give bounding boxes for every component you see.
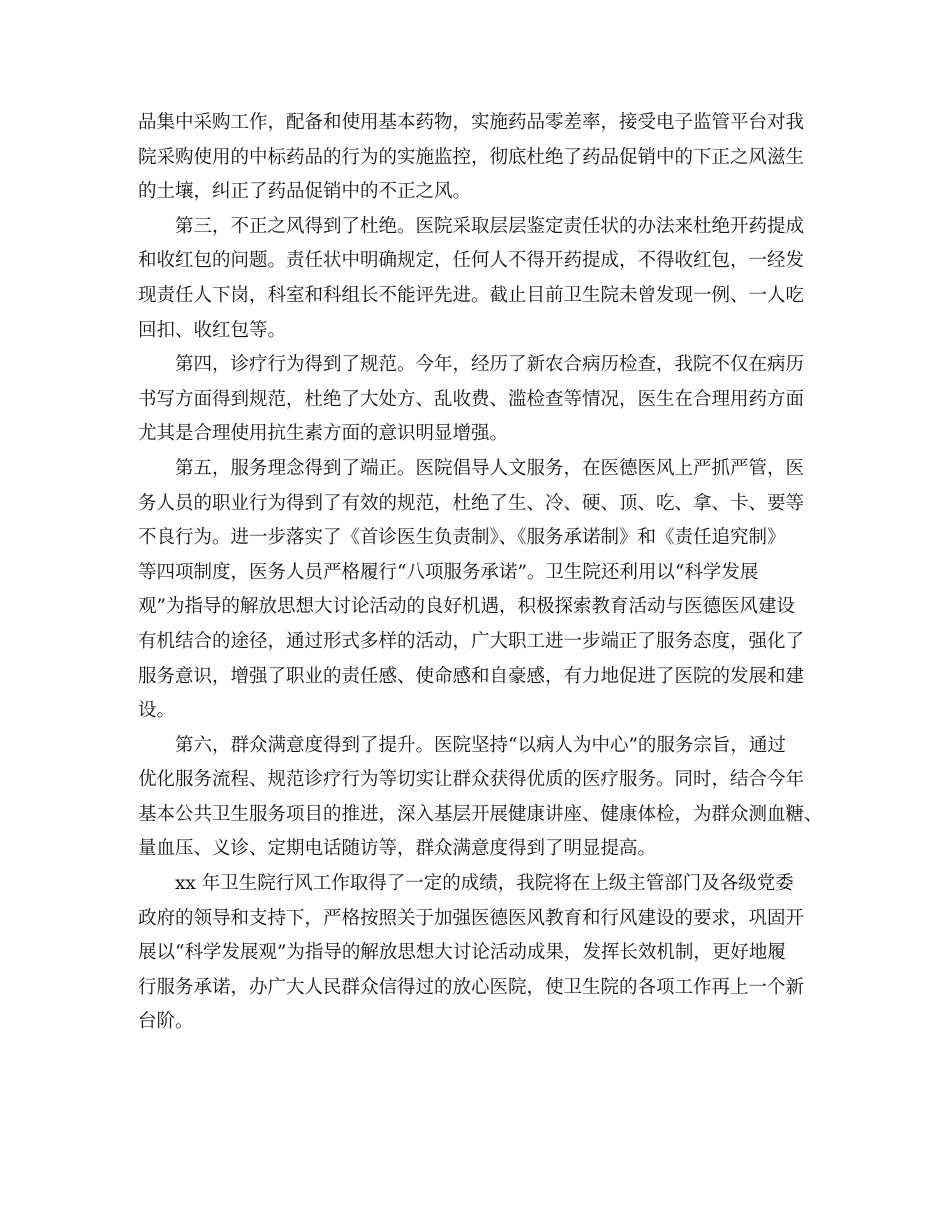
text-line: 不良行为。进一步落实了《首诊医生负责制》、《服务承诺制》和《责任追究制》 xyxy=(138,527,786,549)
text-line: 有机结合的途径，通过形式多样的活动，广大职工进一步端正了服务态度，强化了 xyxy=(138,630,805,652)
text-line: 政府的领导和支持下，严格按照关于加强医德医风教育和行风建设的要求，巩固开 xyxy=(138,907,805,929)
text-line: 观”为指导的解放思想大讨论活动的良好机遇，积极探索教育活动与医德医风建设 xyxy=(138,596,795,618)
text-line: 书写方面得到规范，杜绝了大处方、乱收费、滥检查等情况，医生在合理用药方面 xyxy=(138,388,805,410)
text-line: 务人员的职业行为得到了有效的规范，杜绝了生、冷、硬、顶、吃、拿、卡、要等 xyxy=(138,492,805,514)
text-line: 现责任人下岗，科室和科组长不能评先进。截止目前卫生院未曾发现一例、一人吃 xyxy=(138,284,805,306)
text-line: 第四，诊疗行为得到了规范。今年，经历了新农合病历检查，我院不仅在病历 xyxy=(138,354,805,376)
text-line: 等四项制度，医务人员严格履行“八项服务承诺”。卫生院还利用以“科学发展 xyxy=(138,561,759,583)
text-line: 院采购使用的中标药品的行为的实施监控，彻底杜绝了药品促销中的下正之风滋生 xyxy=(138,146,805,168)
document-body xyxy=(138,112,828,1046)
text-line: 第三，不正之风得到了杜绝。医院采取层层鉴定责任状的办法来杜绝开药提成 xyxy=(138,215,805,237)
text-line: 和收红包的问题。责任状中明确规定，任何人不得开药提成，不得收红包，一经发 xyxy=(138,250,805,272)
text-line: 基本公共卫生服务项目的推进，深入基层开展健康讲座、健康体检，为群众测血糖、 xyxy=(138,803,823,825)
text-line: 尤其是合理使用抗生素方面的意识明显增强。 xyxy=(138,423,509,445)
text-line: 优化服务流程、规范诊疗行为等切实让群众获得优质的医疗服务。同时，结合今年 xyxy=(138,769,805,791)
text-line: 第五，服务理念得到了端正。医院倡导人文服务，在医德医风上严抓严管，医 xyxy=(138,457,805,479)
text-line: 行服务承诺，办广大人民群众信得过的放心医院，使卫生院的各项工作再上一个新 xyxy=(138,976,805,998)
text-line: 台阶。 xyxy=(138,1011,194,1033)
text-line: 设。 xyxy=(138,700,176,722)
text-line: 回扣、收红包等。 xyxy=(138,319,287,341)
text-line: 量血压、义诊、定期电话随访等，群众满意度得到了明显提高。 xyxy=(138,838,657,860)
text-line: 的土壤，纠正了药品促销中的不正之风。 xyxy=(138,181,472,203)
text-line: 展以“科学发展观”为指导的解放思想大讨论活动成果，发挥长效机制，更好地履 xyxy=(138,942,786,964)
text-line: 服务意识，增强了职业的责任感、使命感和自豪感，有力地促进了医院的发展和建 xyxy=(138,665,805,687)
text-line: 第六，群众满意度得到了提升。医院坚持“以病人为中心”的服务宗旨，通过 xyxy=(138,734,786,756)
text-line: 品集中采购工作，配备和使用基本药物，实施药品零差率，接受电子监管平台对我 xyxy=(138,112,805,133)
text-line: xx 年卫生院行风工作取得了一定的成绩，我院将在上级主管部门及各级党委 xyxy=(138,873,794,895)
